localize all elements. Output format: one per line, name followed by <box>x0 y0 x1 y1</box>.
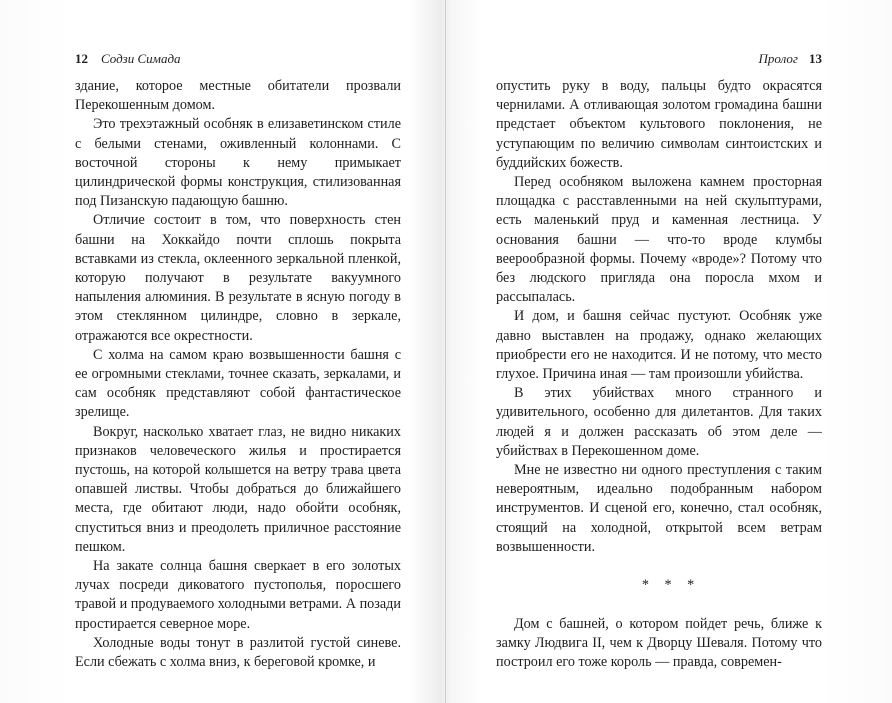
paragraph: Холодные воды тонут в разлитой густой синеве. Если сбежать с холма вниз, к береговой кромке, и <box>75 634 401 671</box>
paragraph: здание, которое местные обитатели прозвали Перекошенным домом. <box>75 78 401 114</box>
left-page-text <box>75 77 401 672</box>
paragraph: опустить руку в воду, пальцы будто окрасятся чернилами. А отливающая золотом громадина башни предстает объектом культового поклонения, не уступающим по величию символам синтоистских и буддийских божеств. <box>496 78 822 171</box>
right-page-header <box>496 50 822 68</box>
left-page-header <box>75 50 401 68</box>
section-gap <box>496 557 822 576</box>
section-gap <box>496 595 822 614</box>
paragraph: Это трехэтажный особняк в елизаветинском стиле с белыми стенами, оживленный колоннами. С восточной стороны к нему примыкает цилиндрической формы конструкция, стилизованная под Пизанскую падающую башню. <box>75 116 401 210</box>
page-number: 13 <box>809 51 822 66</box>
running-head: Пролог <box>758 51 798 66</box>
paragraph: Перед особняком выложена камнем просторная площадка с расставленными на ней скульптурами, есть маленький пруд и каменная лестница. У основания башни — что-то вроде клумбы веерообразной формы. Почему «вроде»? Потому что без людского пригляда она поросла мхом и рассыпалась. <box>496 174 822 306</box>
paragraph: С холма на самом краю возвышенности башня с ее огромными стеклами, точнее сказать, зеркалами, и сам особняк представляют собой фантастическое зрелище. <box>75 346 401 421</box>
paragraph: Вокруг, насколько хватает глаз, не видно никаких признаков человеческого жилья и простирается пустошь, на которой колышется на ветру трава цвета опавшей листвы. Чтобы добраться до ближайшего места, где обитают люди, надо обойти особняк, спуститься вниз и преодолеть приличное расстояние пешком. <box>75 423 401 555</box>
book-gutter <box>445 0 446 703</box>
paragraph: На закате солнца башня сверкает в его золотых лучах посреди диковатого пустополья, поросшего травой и продуваемого холодными ветрами. А позади простирается северное море. <box>75 558 401 632</box>
page-number: 12 <box>75 51 88 66</box>
paragraph: Дом с башней, о котором пойдет речь, ближе к замку Людвига II, чем к Дворцу Шеваля. Потому что построил его тоже король — правда, современ- <box>496 615 822 671</box>
running-head: Содзи Симада <box>101 51 181 66</box>
section-separator: * * * <box>641 577 701 594</box>
right-page-text <box>496 77 822 672</box>
paragraph: Мне не известно ни одного преступления с таким невероятным, идеально подобранным набором инструментов. И сценой его, конечно, стал особняк, стоящий на холодной, открытой всем ветрам возвышенности. <box>496 462 822 555</box>
paragraph: И дом, и башня сейчас пустуют. Особняк уже давно выставлен на продажу, однако желающих приобрести его не находится. И не потому, что место глухое. Причина иная — там произошли убийства. <box>496 308 822 383</box>
paragraph: Отличие состоит в том, что поверхность стен башни на Хоккайдо почти сплошь покрыта вставками из стекла, оклеенного зеркальной пленкой, которую получают в результате вакуумного напыления алюминия. В результате в ясную погоду в этом стеклянном цилиндре, словно в зеркале, отражаются все окрестности. <box>75 212 401 344</box>
paragraph: В этих убийствах много странного и удивительного, особенно для дилетантов. Для таких людей я и должен рассказать об этом деле — убийствах в Перекошенном доме. <box>496 385 822 459</box>
